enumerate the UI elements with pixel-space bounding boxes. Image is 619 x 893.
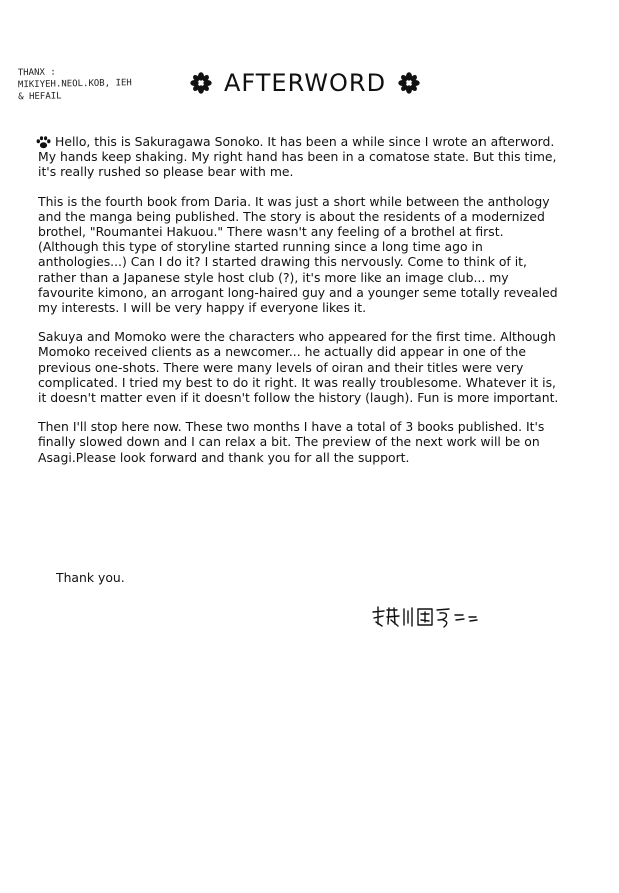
thanks-line-1: THANX : [17,67,56,79]
paragraph-4: Then I'll stop here now. These two months I have a total of 3 books published. It's finally slowed down and I can relax a bit. The preview of the next work will be on Asagi.Please look forward and thank you for all the support. [38,419,545,465]
author-signature [370,604,482,630]
closing-line: Thank you. [56,570,125,585]
page-title: AFTERWORD [223,69,387,97]
paragraph-1: Hello, this is Sakuragawa Sonoko. It has been a while since I wrote an afterword. My hands keep shaking. My right hand has been in a comatose state. But this time, it's really rushed so please bear with me. [38,134,557,180]
thanks-line-2: MIKIYEH.NEOL.KOB, IEH [17,78,132,91]
paragraph-2: This is the fourth book from Daria. It was just a short while between the anthology and the manga being published. The story is about the residents of a modernized brothel, "Roumantei Hakuou." There wasn't any feeling of a brothel at first. (Although this type of storyline started running since a long time ago in anthologies...) Can I do it? I started drawing this nervously. Come to think of it, rather than a Japanese style host club (?), it's more like an image club... my favourite kimono, an arrogant long-haired guy and a younger seme totally revealed my interests. I will be very happy if everyone likes it. [38,193,558,316]
paragraph-3: Sakuya and Momoko were the characters who appeared for the first time. Although Momoko received clients as a newcomer... he actually did appear in one of the previous one-shots. There were many levels of oiran and their titles were very complicated. I tried my best to do it right. It was really troublesome. Whatever it is, it doesn't matter even if it doesn't follow the history (laugh). Fun is more important. [38,329,559,406]
thanks-note [18,65,159,103]
flower-icon [190,72,212,94]
flower-icon [398,72,420,94]
paragraph-1-wrap [38,134,568,180]
paw-icon [36,136,51,149]
thanks-line-3: & HEFAIL [18,91,62,103]
title-row [190,66,420,100]
afterword-body [38,134,568,479]
